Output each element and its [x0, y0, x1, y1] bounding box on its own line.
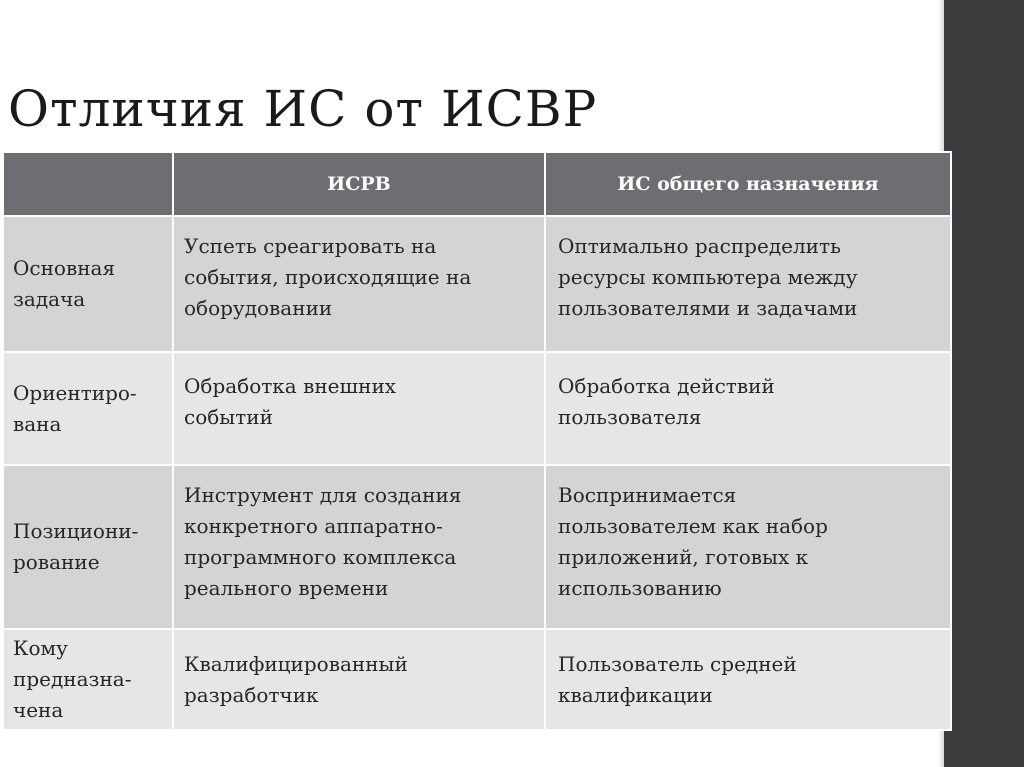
cell-general: Воспринимается пользователем как набор приложений, готовых к использованию — [545, 465, 951, 629]
slide-title: Отличия ИС от ИСВР — [8, 80, 598, 138]
row-label-audience: Кому предназна- чена — [3, 629, 173, 730]
cell-general: Пользователь средней квалификации — [545, 629, 951, 730]
table-header-row — [3, 152, 951, 216]
cell-isrv: Инструмент для создания конкретного аппаратно- программного комплекса реального времени — [173, 465, 545, 629]
header-isrv: ИСРВ — [173, 152, 545, 216]
side-bar — [944, 0, 1024, 767]
row-label-oriented: Ориентиро- вана — [3, 352, 173, 465]
table-row — [3, 216, 951, 352]
table-row — [3, 629, 951, 730]
comparison-table — [2, 151, 952, 731]
header-general: ИС общего назначения — [545, 152, 951, 216]
row-label-positioning: Позициони- рование — [3, 465, 173, 629]
row-label-main-task: Основная задача — [3, 216, 173, 352]
table-row — [3, 465, 951, 629]
cell-isrv: Успеть среагировать на события, происходящие на оборудовании — [173, 216, 545, 352]
cell-isrv: Квалифицированный разработчик — [173, 629, 545, 730]
cell-general: Оптимально распределить ресурсы компьютера между пользователями и задачами — [545, 216, 951, 352]
cell-isrv: Обработка внешних событий — [173, 352, 545, 465]
cell-general: Обработка действий пользователя — [545, 352, 951, 465]
table-row — [3, 352, 951, 465]
header-empty-cell — [3, 152, 173, 216]
